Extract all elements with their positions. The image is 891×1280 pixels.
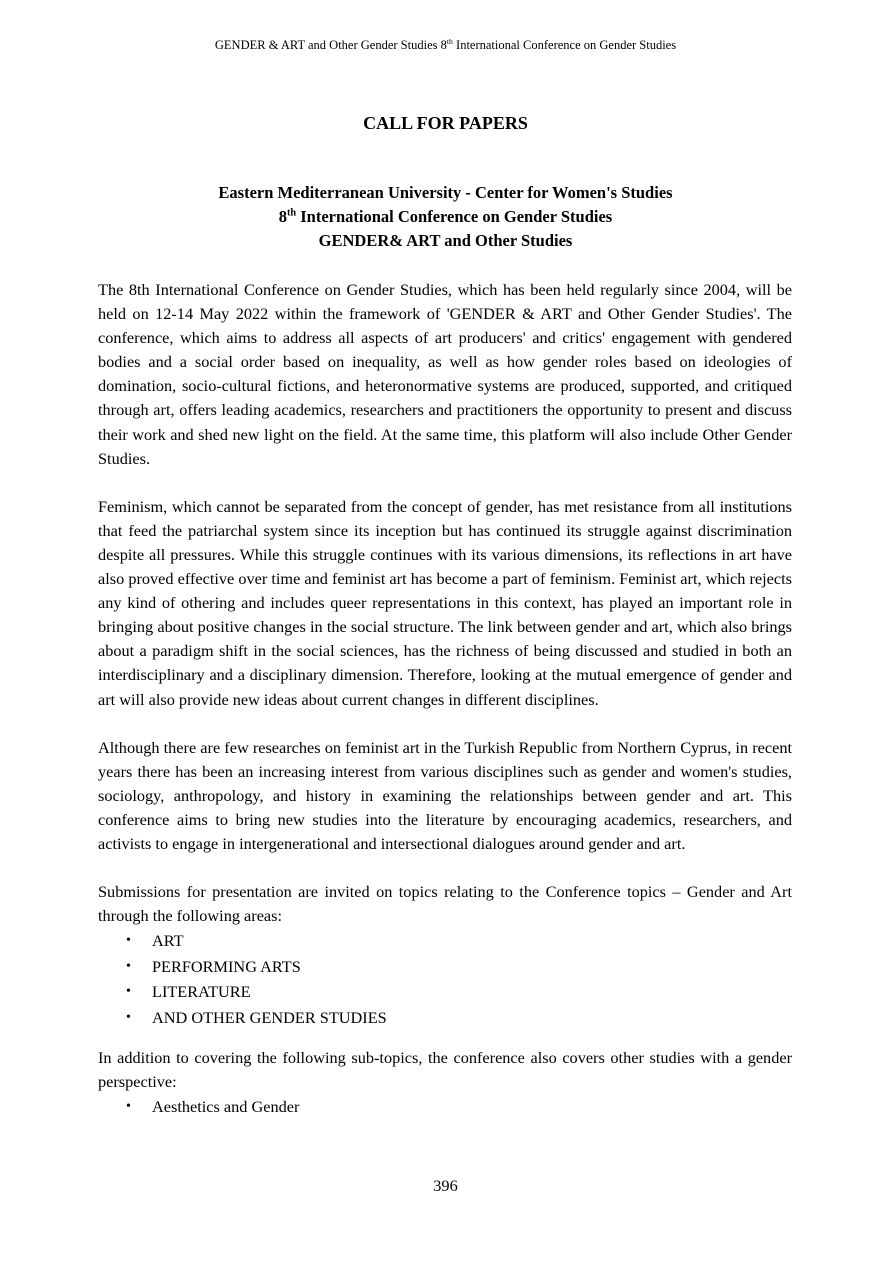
- list-item-label: PERFORMING ARTS: [152, 956, 301, 976]
- bullet-icon: •: [126, 1098, 131, 1114]
- list-item-label: Aesthetics and Gender: [152, 1096, 300, 1116]
- heading-conference-name: International Conference on Gender Studies: [296, 207, 613, 226]
- page-number: 396: [433, 1176, 458, 1195]
- heading-conference: [0, 205, 891, 229]
- paragraph-subtopics: In addition to covering the following sub-topics, the conference also covers other studies with a gender perspective:: [98, 1047, 792, 1091]
- page-title: CALL FOR PAPERS: [363, 113, 528, 133]
- running-header-text: GENDER & ART and Other Gender Studies 8: [214, 38, 447, 52]
- body-text: [98, 278, 792, 1119]
- bullet-icon: •: [126, 984, 131, 1000]
- list-item: [98, 928, 792, 954]
- list-item-label: AND OTHER GENDER STUDIES: [152, 1008, 387, 1028]
- paragraph-intro: The 8th International Conference on Gender Studies, which has been held regularly since 2004, will be held on 12-14 May 2022 within the framework of 'GENDER & ART and Other Gender Studies'. The conference, which aims to address all aspects of art producers' and critics' engagement with gendered bodies and a social order based on inequality, as well as how gender roles based on ideologies of domination, socio-cultural fictions, and heteronormative systems are produced, supported, and critiqued through art, offers leading academics, researchers and practitioners the opportunity to present and discuss their work and shed new light on the field. At the same time, this platform will also include Other Gender Studies.: [98, 280, 792, 468]
- list-item: [98, 1005, 792, 1031]
- list-item: [98, 979, 792, 1005]
- running-header: [0, 37, 891, 53]
- conference-heading: [0, 181, 891, 253]
- bullet-icon: •: [126, 1010, 131, 1026]
- bullet-icon: •: [126, 958, 131, 974]
- paragraph-cyprus: Although there are few researches on feminist art in the Turkish Republic from Northern Cyprus, in recent years there has been an increasing interest from various disciplines such as gender and women's studies, sociology, anthropology, and history in examining the relationships between gender and art. This conference aims to bring new studies into the literature by encouraging academics, researchers, and activists to engage in intergenerational and intersectional dialogues around gender and art.: [98, 737, 792, 853]
- running-header-superscript: th: [446, 36, 453, 46]
- list-item: [98, 1094, 792, 1120]
- list-item-label: LITERATURE: [152, 982, 251, 1002]
- heading-conference-number: 8: [278, 207, 288, 226]
- areas-list: [98, 928, 792, 1030]
- heading-conference-superscript: th: [287, 207, 297, 219]
- bullet-icon: •: [126, 933, 131, 949]
- running-header-text-end: International Conference on Gender Studies: [452, 38, 677, 52]
- subtopics-list: [98, 1094, 792, 1120]
- list-item: [98, 954, 792, 980]
- paragraph-submissions: Submissions for presentation are invited on topics relating to the Conference topics – Gender and Art through the following areas:: [98, 882, 792, 926]
- heading-university: Eastern Mediterranean University - Center for Women's Studies: [218, 183, 673, 202]
- heading-theme: GENDER& ART and Other Studies: [318, 231, 573, 250]
- paragraph-feminism: Feminism, which cannot be separated from the concept of gender, has met resistance from all institutions that feed the patriarchal system since its inception but has continued its struggle against discrimination despite all pressures. While this struggle continues with its various dimensions, its reflections in art have also proved effective over time and feminist art has become a part of feminism. Feminist art, which rejects any kind of othering and includes queer representations in this context, has played an important role in bringing about positive changes in the social structure. The link between gender and art, which also brings about a paradigm shift in the social sciences, has the richness of being discussed and studied in both an interdisciplinary and a disciplinary dimension. Therefore, looking at the mutual emergence of gender and art will also provide new ideas about current changes in different disciplines.: [98, 496, 792, 709]
- list-item-label: ART: [152, 931, 184, 951]
